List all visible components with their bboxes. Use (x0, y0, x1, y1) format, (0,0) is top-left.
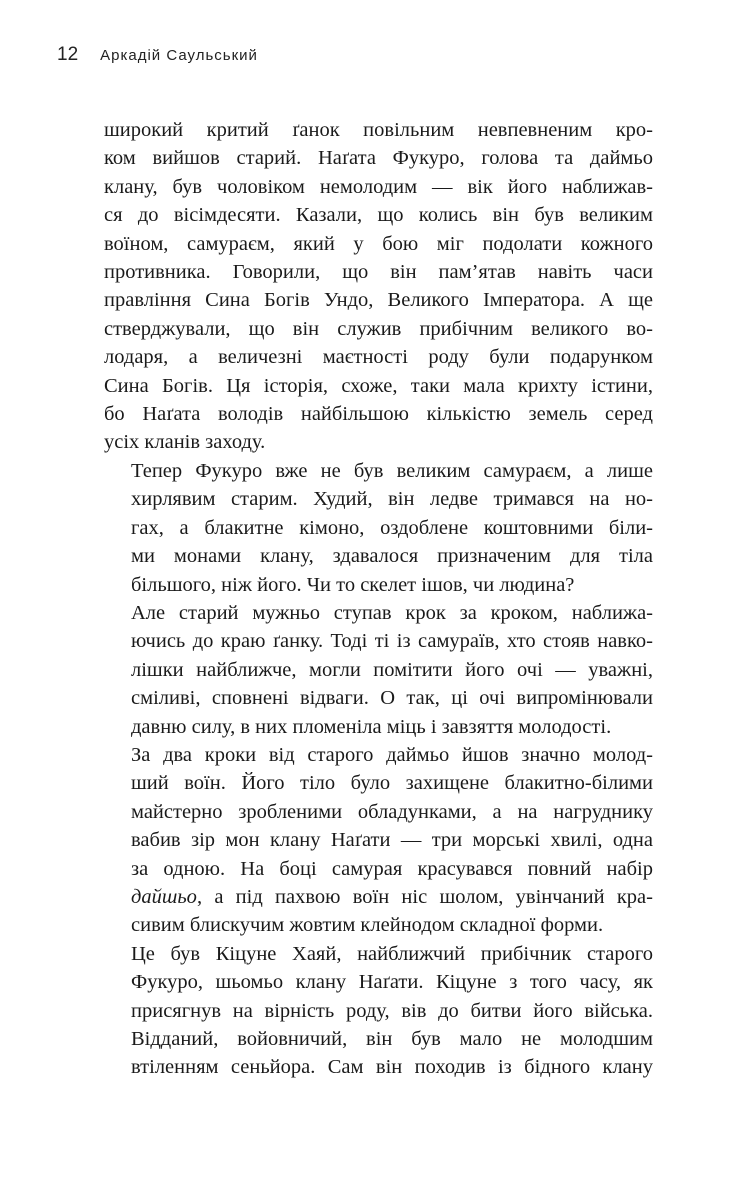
italic-term: дайшьо (131, 885, 197, 908)
text-line: бо Наґата володів найбільшою кількістю земель серед (104, 403, 653, 426)
text-line: сміливі, сповнені відваги. О так, ці очі випромінювали (131, 687, 653, 710)
text-line: усіх кланів заходу. (104, 431, 266, 454)
text-line: Відданий, войовничий, він був мало не молодшим (131, 1028, 653, 1050)
paragraph (104, 116, 653, 457)
text-line: гах, а блакитне кімоно, оздоблене коштовними біли- (131, 516, 653, 539)
text-line: за одною. На боці самурая красувався повний набір (131, 857, 653, 880)
text-line: противника. Говорили, що він пам’ятав навіть часи (104, 261, 653, 284)
text-line: втіленням сеньйора. Сам він походив із бідного клану (131, 1056, 653, 1079)
text-line: ючись до краю ґанку. Тоді ті із самураїв, хто стояв навко- (131, 630, 653, 653)
page-header (57, 44, 258, 66)
text-line: Але старий мужньо ступав крок за кроком, наближа- (131, 601, 653, 624)
text-line: лодаря, а величезні маєтності роду були подарунком (104, 346, 653, 369)
text-line: За два кроки від старого даймьо йшов значно молод- (131, 743, 653, 766)
paragraph (104, 741, 653, 940)
body-text (104, 116, 653, 1082)
text-line: сивим блискучим жовтим клейнодом складної форми. (131, 914, 604, 937)
running-head-author: Аркадій Саульський (100, 47, 258, 64)
text-line: майстерно зробленими обладунками, а на нагруднику (131, 800, 653, 823)
text-fragment: , а під пахвою воїн ніс шолом, увінчаний кра- (196, 885, 653, 908)
text-line: Це був Кіцуне Хаяй, найближчий прибічник старого (131, 942, 653, 965)
text-line: ком вийшов старий. Наґата Фукуро, голова та даймьо (104, 147, 653, 170)
text-line: стверджували, що він служив прибічним великого во- (104, 317, 653, 340)
text-line (104, 883, 653, 911)
text-line: вабив зір мон клану Наґати — три морські хвилі, одна (131, 829, 653, 852)
text-line: ся до вісімдесяти. Казали, що колись він був великим (104, 204, 653, 227)
text-line: ший воїн. Його тіло було захищене блакитно-білими (131, 772, 653, 795)
paragraph (104, 599, 653, 741)
paragraph (104, 940, 653, 1082)
text-line: правління Сина Богів Ундо, Великого Імператора. А ще (104, 289, 653, 312)
text-line: більшого, ніж його. Чи то скелет ішов, чи людина? (131, 573, 575, 596)
text-line: Сина Богів. Ця історія, схоже, таки мала крихту істини, (104, 374, 653, 397)
text-line: широкий критий ґанок повільним невпевненим кро- (104, 119, 653, 141)
text-line: Фукуро, шьомьо клану Наґати. Кіцуне з того часу, як (131, 971, 653, 994)
text-line: Тепер Фукуро вже не був великим самураєм, а лише (131, 459, 653, 482)
text-line: лішки найближче, могли помітити його очі — уважні, (131, 658, 653, 681)
text-line: ми монами клану, здавалося призначеним для тіла (131, 545, 653, 568)
text-line: давню силу, в них пломеніла міць і завзяття молодості. (131, 715, 612, 738)
text-line: воїном, самураєм, який у бою міг подолати кожного (104, 232, 653, 255)
text-line: присягнув на вірність роду, вів до битви його війська. (131, 999, 653, 1022)
text-line: клану, був чоловіком немолодим — вік його наближав- (104, 175, 653, 198)
paragraph (104, 457, 653, 599)
text-line: хирлявим старим. Худий, він ледве тримався на но- (131, 488, 653, 511)
page-number: 12 (57, 44, 79, 65)
